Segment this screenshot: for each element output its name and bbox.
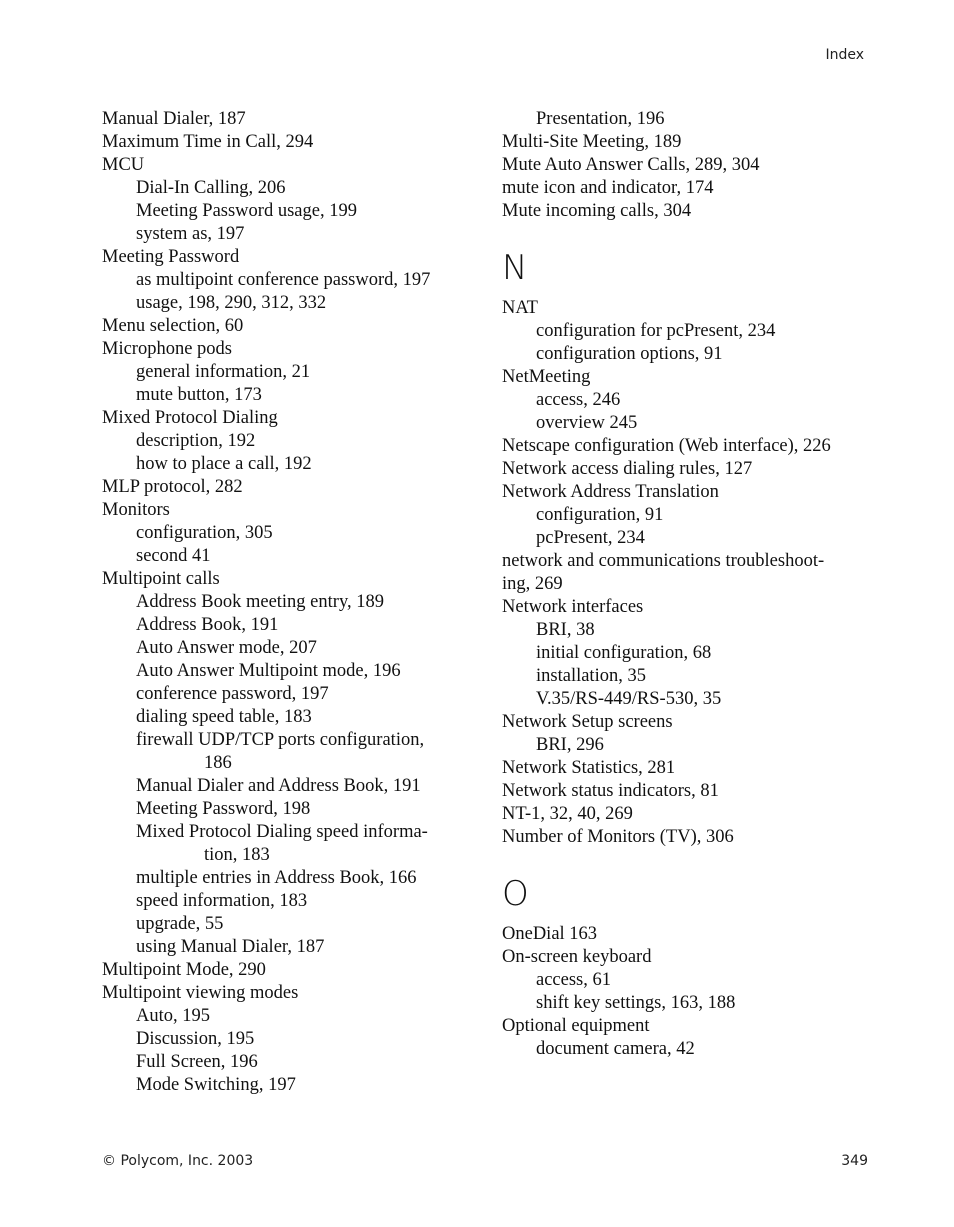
index-subentry: Presentation, 196: [536, 109, 665, 129]
index-entry: Maximum Time in Call, 294: [102, 132, 314, 152]
index-entry: NetMeeting: [502, 367, 591, 387]
index-entry: Netscape configuration (Web interface), 226: [502, 436, 831, 456]
index-subentry: general information, 21: [136, 362, 311, 382]
index-subentry: Meeting Password usage, 199: [136, 201, 357, 221]
index-subentry: firewall UDP/TCP ports configuration,: [136, 730, 425, 750]
index-section-o: [502, 923, 874, 1061]
index-subentry: V.35/RS-449/RS-530, 35: [536, 689, 722, 709]
index-entry: network and communications troubleshoot-: [502, 551, 825, 571]
index-entry: Network Statistics, 281: [502, 758, 676, 778]
index-entry: Network Address Translation: [502, 482, 719, 502]
index-subentry: initial configuration, 68: [536, 643, 712, 663]
index-entry: ing, 269: [502, 574, 563, 594]
index-continuation-block: [502, 108, 874, 223]
index-subentry: usage, 198, 290, 312, 332: [136, 293, 327, 313]
index-entry: Microphone pods: [102, 339, 232, 359]
index-subentry: Mixed Protocol Dialing speed informa-: [136, 822, 428, 842]
index-entry: mute icon and indicator, 174: [502, 178, 714, 198]
index-subentry: as multipoint conference password, 197: [136, 270, 431, 290]
index-subentry: Manual Dialer and Address Book, 191: [136, 776, 421, 796]
index-subentry: Discussion, 195: [136, 1029, 255, 1049]
index-entry: Multipoint Mode, 290: [102, 960, 266, 980]
index-entry: NT-1, 32, 40, 269: [502, 804, 633, 824]
index-entry: Meeting Password: [102, 247, 240, 267]
index-subentry: Full Screen, 196: [136, 1052, 258, 1072]
index-entry: NAT: [502, 298, 538, 318]
running-header: Index: [825, 47, 864, 63]
index-subentry: Address Book, 191: [136, 615, 279, 635]
index-subentry: tion, 183: [204, 845, 270, 865]
index-subentry: BRI, 38: [536, 620, 595, 640]
index-subentry: upgrade, 55: [136, 914, 224, 934]
footer-copyright: © Polycom, Inc. 2003: [102, 1153, 254, 1169]
index-subentry: dialing speed table, 183: [136, 707, 312, 727]
index-entry: Manual Dialer, 187: [102, 109, 246, 129]
index-subentry: Auto Answer Multipoint mode, 196: [136, 661, 401, 681]
index-subentry: configuration, 305: [136, 523, 273, 543]
index-subentry: Address Book meeting entry, 189: [136, 592, 384, 612]
index-subentry: Auto Answer mode, 207: [136, 638, 317, 658]
index-subentry: pcPresent, 234: [536, 528, 645, 548]
index-entry: Mute incoming calls, 304: [502, 201, 692, 221]
index-subentry: BRI, 296: [536, 735, 604, 755]
index-entry: Optional equipment: [502, 1016, 650, 1036]
index-subentry: configuration, 91: [536, 505, 664, 525]
index-entry: Mixed Protocol Dialing: [102, 408, 278, 428]
index-entry: Monitors: [102, 500, 170, 520]
index-entry: Multi-Site Meeting, 189: [502, 132, 682, 152]
section-letter-o: O: [502, 874, 529, 914]
index-subentry: Dial-In Calling, 206: [136, 178, 286, 198]
index-subentry: 186: [204, 753, 232, 773]
footer-page-number: 349: [841, 1153, 868, 1169]
index-subentry: mute button, 173: [136, 385, 262, 405]
index-entry: Network Setup screens: [502, 712, 673, 732]
index-subentry: speed information, 183: [136, 891, 308, 911]
index-subentry: conference password, 197: [136, 684, 329, 704]
index-subentry: configuration options, 91: [536, 344, 723, 364]
index-subentry: second 41: [136, 546, 211, 566]
index-entry: Network access dialing rules, 127: [502, 459, 753, 479]
index-section-n: [502, 297, 874, 849]
index-column-right: [502, 108, 874, 1061]
index-entry: Number of Monitors (TV), 306: [502, 827, 734, 847]
index-entry: Multipoint viewing modes: [102, 983, 299, 1003]
index-subentry: Mode Switching, 197: [136, 1075, 296, 1095]
index-subentry: installation, 35: [536, 666, 646, 686]
index-subentry: access, 61: [536, 970, 611, 990]
index-subentry: using Manual Dialer, 187: [136, 937, 325, 957]
index-subentry: Meeting Password, 198: [136, 799, 311, 819]
index-entry: MLP protocol, 282: [102, 477, 243, 497]
index-entry: Network status indicators, 81: [502, 781, 719, 801]
index-entry: On-screen keyboard: [502, 947, 652, 967]
index-entry: Network interfaces: [502, 597, 644, 617]
index-subentry: description, 192: [136, 431, 256, 451]
index-entry: Mute Auto Answer Calls, 289, 304: [502, 155, 760, 175]
index-column-left: [102, 108, 472, 1097]
index-subentry: configuration for pcPresent, 234: [536, 321, 776, 341]
index-entry: Menu selection, 60: [102, 316, 244, 336]
index-subentry: shift key settings, 163, 188: [536, 993, 736, 1013]
index-entry: Multipoint calls: [102, 569, 220, 589]
index-subentry: system as, 197: [136, 224, 245, 244]
index-subentry: overview 245: [536, 413, 638, 433]
index-subentry: how to place a call, 192: [136, 454, 312, 474]
index-subentry: access, 246: [536, 390, 621, 410]
index-entry: OneDial 163: [502, 924, 598, 944]
index-entry: MCU: [102, 155, 145, 175]
index-subentry: multiple entries in Address Book, 166: [136, 868, 417, 888]
section-letter-n: N: [502, 248, 528, 288]
index-subentry: Auto, 195: [136, 1006, 210, 1026]
index-subentry: document camera, 42: [536, 1039, 695, 1059]
